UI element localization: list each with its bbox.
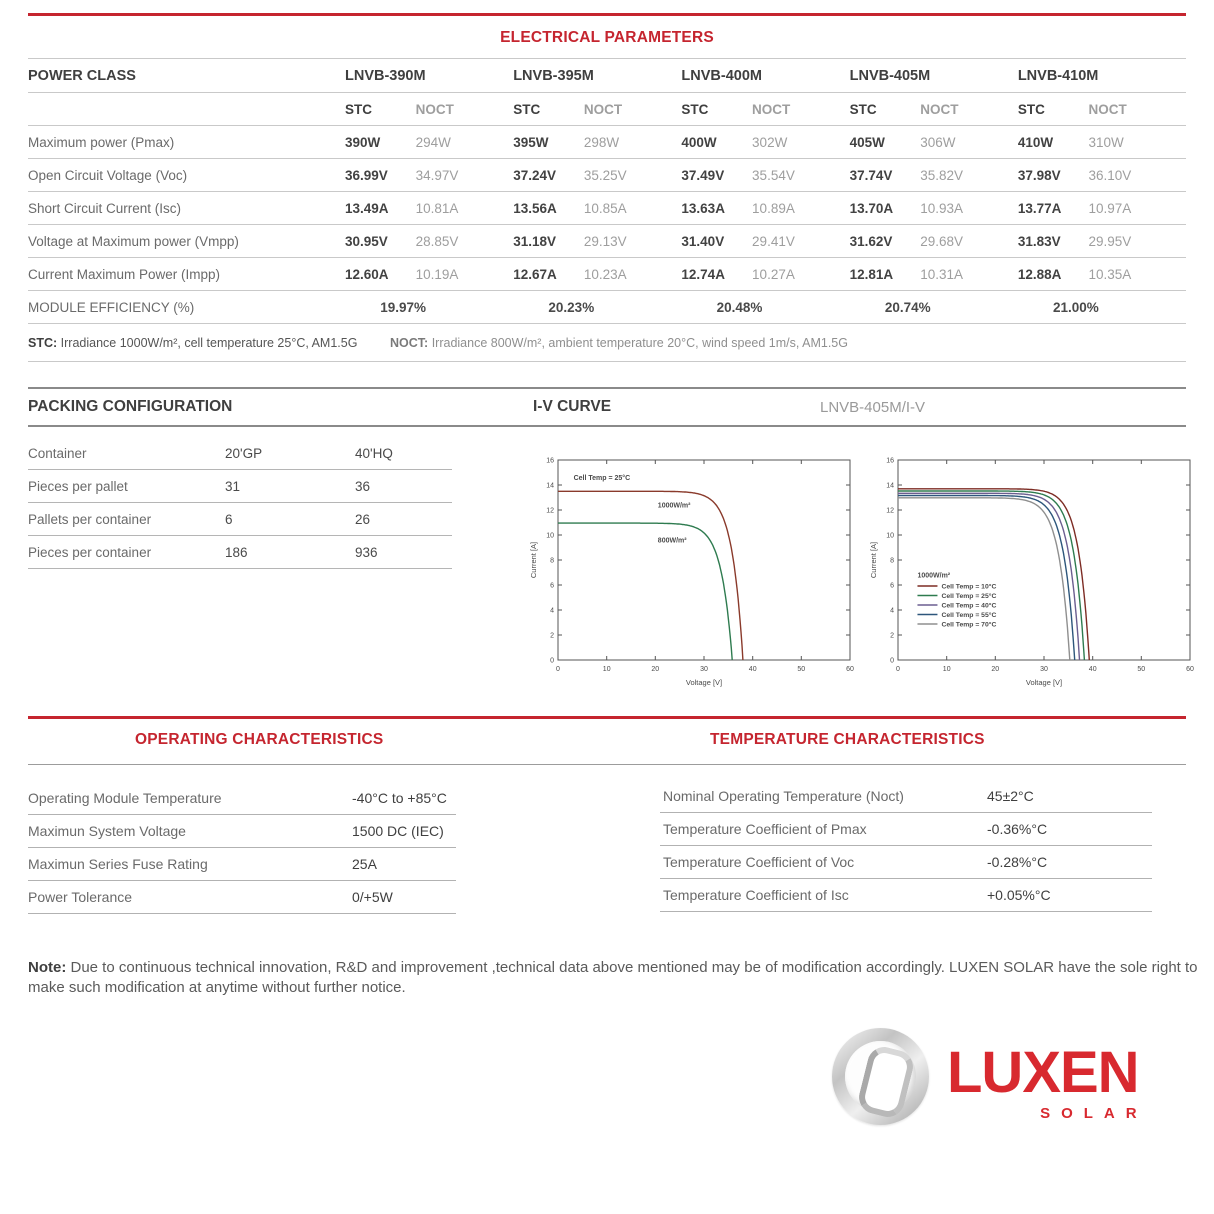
model-name: LNVB-395M <box>513 67 594 84</box>
note-label: Note: <box>28 959 67 976</box>
cell-20gp: 20'GP <box>225 445 263 461</box>
cell-20gp: 186 <box>225 544 248 560</box>
noct-value: 34.97V <box>415 167 459 183</box>
stc-value: 37.49V <box>681 167 725 183</box>
svg-text:Cell Temp = 10°C: Cell Temp = 10°C <box>941 583 997 591</box>
stc-value: 410W <box>1017 134 1054 150</box>
noct-value: 10.19A <box>415 266 459 282</box>
row-label: MODULE EFFICIENCY (%) <box>28 299 195 315</box>
noct-value: 10.31A <box>920 266 964 282</box>
stc-value: 12.74A <box>681 266 725 282</box>
row-label: Power Tolerance <box>28 889 133 905</box>
noct-value: 35.25V <box>583 167 627 183</box>
stc-value: 31.83V <box>1017 233 1061 249</box>
operating-characteristics-table <box>28 782 456 914</box>
noct-value: 35.82V <box>920 167 964 183</box>
cell-40hq: 40'HQ <box>355 445 393 461</box>
row-label: Nominal Operating Temperature (Noct) <box>663 788 904 804</box>
row-label: Maximun Series Fuse Rating <box>28 856 208 872</box>
row-value: -0.28%°C <box>987 854 1048 870</box>
svg-text:1000W/m²: 1000W/m² <box>657 502 691 510</box>
svg-text:800W/m²: 800W/m² <box>657 537 687 545</box>
noct-value: 36.10V <box>1088 167 1132 183</box>
svg-text:50: 50 <box>1137 666 1146 673</box>
model-group <box>513 68 681 84</box>
row-label: Maximum power (Pmax) <box>28 134 175 150</box>
model-group <box>345 68 513 84</box>
svg-text:60: 60 <box>846 666 854 673</box>
table-row <box>28 536 452 569</box>
svg-text:0: 0 <box>896 666 900 673</box>
noct-value: 28.85V <box>415 233 459 249</box>
svg-text:Cell Temp = 55°C: Cell Temp = 55°C <box>941 612 997 619</box>
efficiency-value: 20.23% <box>548 299 595 315</box>
noct-value: 10.89A <box>752 200 795 216</box>
noct-header: NOCT <box>583 101 623 117</box>
module-efficiency-row <box>28 291 1186 324</box>
noct-value: 310W <box>1088 134 1124 150</box>
test-conditions-footnote <box>28 324 1186 362</box>
svg-text:Cell Temp = 70°C: Cell Temp = 70°C <box>941 621 997 629</box>
luxen-solar-logo <box>832 1028 1148 1125</box>
table-row <box>28 470 452 503</box>
table-row <box>28 782 456 815</box>
stc-value: 37.24V <box>513 167 556 183</box>
stc-value: 12.67A <box>513 266 557 282</box>
svg-text:40: 40 <box>748 666 757 673</box>
power-class-row <box>28 59 1186 93</box>
modification-note <box>28 958 1198 999</box>
table-row <box>28 815 456 848</box>
model-group <box>1018 68 1186 84</box>
svg-text:30: 30 <box>700 666 708 673</box>
svg-text:16: 16 <box>886 457 894 465</box>
svg-text:1000W/m²: 1000W/m² <box>917 572 951 580</box>
stc-value: 37.98V <box>1017 167 1061 183</box>
svg-text:2: 2 <box>550 632 554 640</box>
logo-wordmark: LUXEN <box>947 1040 1139 1105</box>
row-label: Container <box>28 445 87 461</box>
svg-text:Current [A]: Current [A] <box>529 541 538 579</box>
noct-value: 29.41V <box>752 233 795 249</box>
table-row <box>660 780 1152 813</box>
noct-value: 10.81A <box>415 200 459 216</box>
noct-value: 29.68V <box>920 233 964 249</box>
row-label: Pallets per container <box>28 511 152 527</box>
row-value: -40°C to +85°C <box>352 790 447 806</box>
temperature-characteristics-title: TEMPERATURE CHARACTERISTICS <box>710 731 985 748</box>
noct-header: NOCT <box>920 101 959 117</box>
stc-value: 13.56A <box>513 200 557 216</box>
svg-text:8: 8 <box>550 557 554 565</box>
svg-text:2: 2 <box>890 632 894 640</box>
stc-value: 12.81A <box>849 266 894 282</box>
electrical-parameters-table <box>28 58 1186 362</box>
noct-value: 10.97A <box>1088 200 1132 216</box>
table-row <box>28 437 452 470</box>
table-row <box>660 846 1152 879</box>
svg-text:20: 20 <box>651 666 660 673</box>
svg-text:30: 30 <box>1040 666 1048 673</box>
stc-value: 13.49A <box>345 200 389 216</box>
noct-value: 29.13V <box>583 233 627 249</box>
svg-text:Current [A]: Current [A] <box>869 541 878 579</box>
temperature-characteristics-table <box>660 780 1152 912</box>
cell-20gp: 6 <box>225 511 233 527</box>
stc-header: STC <box>513 101 541 117</box>
table-row <box>660 879 1152 912</box>
noct-value: 302W <box>752 134 788 150</box>
cell-40hq: 36 <box>355 478 371 494</box>
stc-value: 37.74V <box>849 167 893 183</box>
stc-value: 31.18V <box>513 233 556 249</box>
svg-text:10: 10 <box>546 532 554 540</box>
cell-40hq: 26 <box>355 511 371 527</box>
model-name: LNVB-400M <box>681 67 762 84</box>
svg-text:0: 0 <box>890 657 894 665</box>
stc-value: 400W <box>681 134 717 150</box>
iv-curve-chart-temperature <box>868 452 1198 694</box>
svg-text:0: 0 <box>550 657 554 665</box>
stc-value: 395W <box>513 134 549 150</box>
noct-header: NOCT <box>752 101 791 117</box>
condition-header-row <box>28 93 1186 126</box>
row-label: Voltage at Maximum power (Vmpp) <box>28 233 239 249</box>
mid-section-header <box>28 387 1186 427</box>
svg-text:20: 20 <box>991 666 1000 673</box>
row-label: Short Circuit Current (Isc) <box>28 200 182 216</box>
svg-text:6: 6 <box>890 582 894 590</box>
table-row <box>28 881 456 914</box>
noct-header: NOCT <box>415 101 454 117</box>
noct-value: 298W <box>583 134 620 150</box>
model-group <box>850 68 1018 84</box>
noct-value: 10.93A <box>920 200 964 216</box>
row-value: 45±2°C <box>987 788 1034 804</box>
svg-text:12: 12 <box>546 507 554 515</box>
row-value: 25A <box>352 856 377 872</box>
row-label: Current Maximum Power (Impp) <box>28 266 221 282</box>
row-value: +0.05%°C <box>987 887 1051 903</box>
table-row-pmax <box>28 126 1186 159</box>
svg-text:10: 10 <box>942 666 951 673</box>
table-row <box>28 848 456 881</box>
table-row <box>28 503 452 536</box>
svg-text:Cell Temp = 40°C: Cell Temp = 40°C <box>941 602 997 610</box>
model-name: LNVB-405M <box>849 67 931 84</box>
noct-value: 10.35A <box>1088 266 1132 282</box>
stc-value: 13.77A <box>1017 200 1062 216</box>
logo-subtext: SOLAR <box>1040 1105 1148 1122</box>
noct-value: 294W <box>415 134 451 150</box>
table-row-vmpp <box>28 225 1186 258</box>
noct-header: NOCT <box>1088 101 1127 117</box>
stc-value: 13.63A <box>681 200 725 216</box>
stc-value: 31.62V <box>849 233 893 249</box>
svg-text:8: 8 <box>890 557 894 565</box>
row-label: Temperature Coefficient of Pmax <box>663 821 867 837</box>
top-red-rule <box>28 13 1186 16</box>
noct-value: 10.27A <box>752 266 795 282</box>
table-row-isc <box>28 192 1186 225</box>
model-group <box>681 68 849 84</box>
svg-text:Cell Temp = 25°C: Cell Temp = 25°C <box>941 593 997 600</box>
electrical-parameters-title: ELECTRICAL PARAMETERS <box>500 29 714 46</box>
section-divider-line <box>28 764 1186 765</box>
svg-text:50: 50 <box>797 666 806 673</box>
row-label: Maximun System Voltage <box>28 823 186 839</box>
packing-configuration-table <box>28 437 452 569</box>
efficiency-value: 19.97% <box>380 299 426 315</box>
luxen-logo-icon <box>832 1028 929 1125</box>
stc-header: STC <box>345 101 372 117</box>
noct-value: 10.23A <box>583 266 627 282</box>
stc-value: 13.70A <box>849 200 894 216</box>
stc-header: STC <box>849 101 877 117</box>
operating-characteristics-title: OPERATING CHARACTERISTICS <box>135 731 384 748</box>
svg-text:14: 14 <box>886 482 894 490</box>
noct-value: 306W <box>920 134 956 150</box>
cell-20gp: 31 <box>225 478 241 494</box>
stc-value: 405W <box>849 134 885 150</box>
cell-40hq: 936 <box>355 544 378 560</box>
note-text: Due to continuous technical innovation, R&D and improvement ,technical data above mentioned may be of modification accordingly. LUXEN SOLAR have the sole right to make such modification at anytime without further notice. <box>28 959 1198 997</box>
svg-text:14: 14 <box>546 482 554 490</box>
iv-curve-subtitle: LNVB-405M/I-V <box>820 398 926 416</box>
svg-text:Voltage [V]: Voltage [V] <box>1025 678 1063 687</box>
stc-footnote: STC: Irradiance 1000W/m², cell temperature 25°C, AM1.5G <box>28 335 358 350</box>
bottom-red-rule <box>28 716 1186 719</box>
svg-text:16: 16 <box>546 457 554 465</box>
table-row <box>660 813 1152 846</box>
row-label: Operating Module Temperature <box>28 790 222 806</box>
svg-text:Voltage [V]: Voltage [V] <box>685 678 723 687</box>
packing-configuration-title: PACKING CONFIGURATION <box>28 398 233 415</box>
table-row-impp <box>28 258 1186 291</box>
stc-value: 390W <box>345 134 381 150</box>
stc-header: STC <box>1017 101 1045 117</box>
stc-value: 30.95V <box>345 233 388 249</box>
row-value: 0/+5W <box>352 889 393 905</box>
svg-text:4: 4 <box>550 607 554 615</box>
row-label: Pieces per pallet <box>28 478 128 494</box>
efficiency-value: 21.00% <box>1053 299 1099 315</box>
stc-value: 36.99V <box>345 167 388 183</box>
svg-text:10: 10 <box>602 666 611 673</box>
row-label: Pieces per container <box>28 544 152 560</box>
table-row-voc <box>28 159 1186 192</box>
model-name: LNVB-410M <box>1017 67 1099 84</box>
svg-text:0: 0 <box>556 666 560 673</box>
model-name: LNVB-390M <box>345 67 426 84</box>
svg-text:60: 60 <box>1186 666 1194 673</box>
iv-curve-chart-irradiance <box>528 452 858 694</box>
stc-value: 31.40V <box>681 233 725 249</box>
svg-text:4: 4 <box>890 607 894 615</box>
row-value: -0.36%°C <box>987 821 1048 837</box>
svg-text:40: 40 <box>1088 666 1097 673</box>
row-label: Temperature Coefficient of Isc <box>663 887 849 903</box>
svg-text:6: 6 <box>550 582 554 590</box>
efficiency-value: 20.48% <box>716 299 763 315</box>
efficiency-value: 20.74% <box>884 299 931 315</box>
noct-value: 10.85A <box>583 200 627 216</box>
noct-value: 29.95V <box>1088 233 1132 249</box>
stc-value: 12.60A <box>345 266 389 282</box>
stc-value: 12.88A <box>1017 266 1062 282</box>
noct-footnote: NOCT: Irradiance 800W/m², ambient temperature 20°C, wind speed 1m/s, AM1.5G <box>390 335 848 350</box>
stc-header: STC <box>681 101 709 117</box>
noct-value: 35.54V <box>752 167 795 183</box>
svg-text:12: 12 <box>886 507 894 515</box>
svg-text:10: 10 <box>886 532 894 540</box>
iv-curve-title: I-V CURVE <box>533 398 612 415</box>
row-label: Open Circuit Voltage (Voc) <box>28 167 188 183</box>
svg-text:Cell Temp = 25°C: Cell Temp = 25°C <box>573 475 631 482</box>
row-value: 1500 DC (IEC) <box>352 823 444 839</box>
power-class-label: POWER CLASS <box>28 67 136 84</box>
row-label: Temperature Coefficient of Voc <box>663 854 855 870</box>
